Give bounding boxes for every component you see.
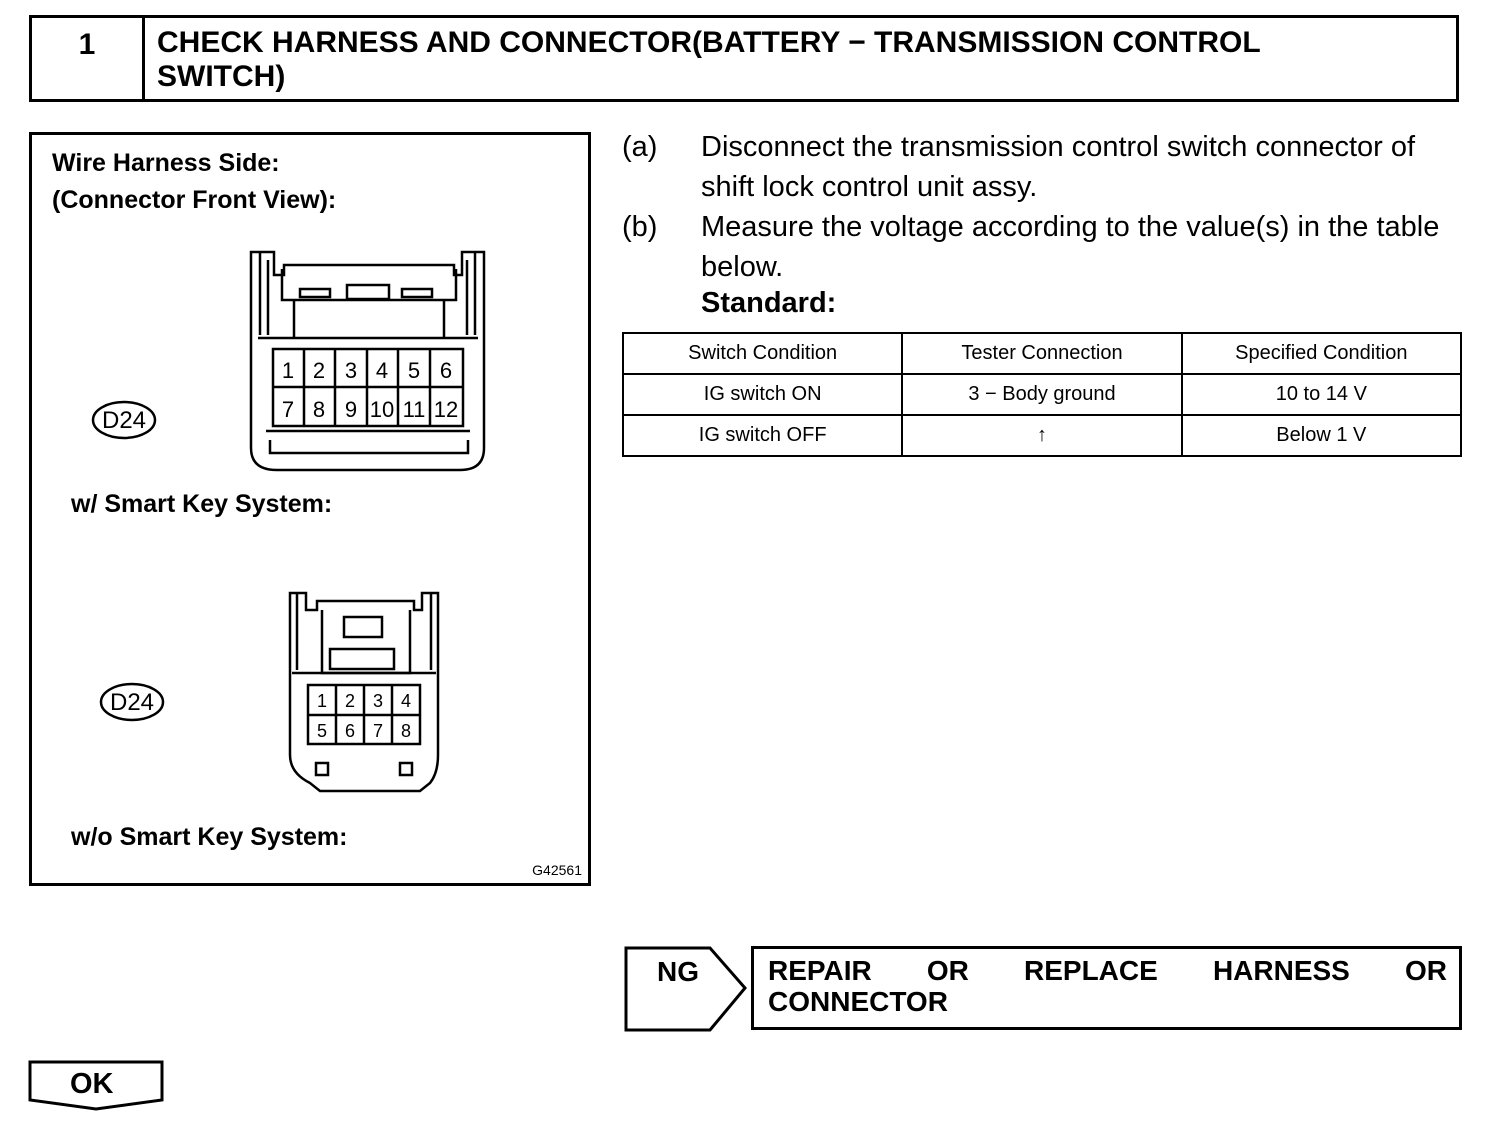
connector-a-pin: 3 (344, 358, 358, 383)
connector-a-caption: w/ Smart Key System: (71, 490, 333, 518)
connector-b-pin: 7 (372, 721, 384, 741)
step-number: 1 (32, 18, 145, 99)
connector-a-pin: 5 (407, 358, 421, 383)
ok-label: OK (70, 1068, 114, 1100)
connector-a-pin: 7 (281, 397, 295, 422)
table-cell: IG switch ON (623, 374, 902, 415)
figure-caption-line2: (Connector Front View): (52, 186, 337, 214)
table-header-row (623, 333, 1461, 374)
connector-a-pin: 10 (369, 397, 395, 422)
connector-b-pin: 2 (344, 691, 356, 711)
instruction-line: Disconnect the transmission control switch connector of (701, 131, 1416, 163)
instruction-line: shift lock control unit assy. (701, 171, 1038, 203)
connector-b-pin: 8 (400, 721, 412, 741)
instruction-text (701, 127, 1463, 207)
connector-a-pin: 1 (281, 358, 295, 383)
instruction-line: below. (701, 251, 784, 283)
connector-a-label: D24 (101, 407, 147, 434)
ng-word: REPAIR (768, 955, 872, 986)
connector-a-pin: 6 (439, 358, 453, 383)
ng-word: HARNESS (1212, 955, 1350, 986)
table-header-cell: Specified Condition (1182, 333, 1461, 374)
step-title (145, 18, 1456, 99)
connector-a-pin: 11 (402, 397, 426, 422)
table-cell: Below 1 V (1182, 415, 1461, 456)
connector-b-pin: 6 (344, 721, 356, 741)
figure-caption-line1: Wire Harness Side: (52, 149, 280, 177)
ng-word: REPLACE (1024, 955, 1158, 986)
spec-table (622, 332, 1462, 457)
standard-label: Standard: (701, 287, 837, 319)
instruction-text (701, 207, 1463, 287)
connector-a-pin: 9 (344, 397, 358, 422)
figure-code: G42561 (532, 862, 582, 878)
table-cell: 10 to 14 V (1182, 374, 1461, 415)
ng-word: OR (1405, 955, 1447, 986)
instruction-label: (b) (622, 211, 658, 243)
connector-b-pin: 3 (372, 691, 384, 711)
connector-a-pin: 12 (433, 397, 459, 422)
table-row (623, 415, 1461, 456)
table-header-cell: Tester Connection (902, 333, 1181, 374)
table-cell: IG switch OFF (623, 415, 902, 456)
table-row (623, 374, 1461, 415)
table-cell: 3 − Body ground (902, 374, 1181, 415)
ng-label: NG (657, 956, 699, 987)
connector-a-pin: 4 (375, 358, 389, 383)
step-header (29, 15, 1459, 102)
connector-a-pin: 8 (312, 397, 326, 422)
ng-result-line2: CONNECTOR (768, 986, 948, 1017)
connector-a-pin: 2 (312, 358, 326, 383)
table-header-cell: Switch Condition (623, 333, 902, 374)
table-cell: ↑ (902, 415, 1181, 456)
connector-b-pin: 1 (316, 691, 328, 711)
ng-result-box (751, 946, 1462, 1030)
connector-b-label: D24 (109, 689, 155, 716)
ng-result-line1 (768, 955, 1447, 986)
ng-word: OR (926, 955, 969, 986)
connector-b-pin: 4 (400, 691, 412, 711)
step-title-line1: CHECK HARNESS AND CONNECTOR(BATTERY − TRANSMISSION CONTROL (157, 26, 1261, 59)
connector-figure (29, 132, 591, 886)
step-title-line2: SWITCH) (157, 60, 286, 93)
connector-b-pin: 5 (316, 721, 328, 741)
instruction-line: Measure the voltage according to the value(s) in the table (701, 211, 1440, 243)
connector-b-caption: w/o Smart Key System: (71, 823, 348, 851)
instruction-label: (a) (622, 131, 658, 163)
